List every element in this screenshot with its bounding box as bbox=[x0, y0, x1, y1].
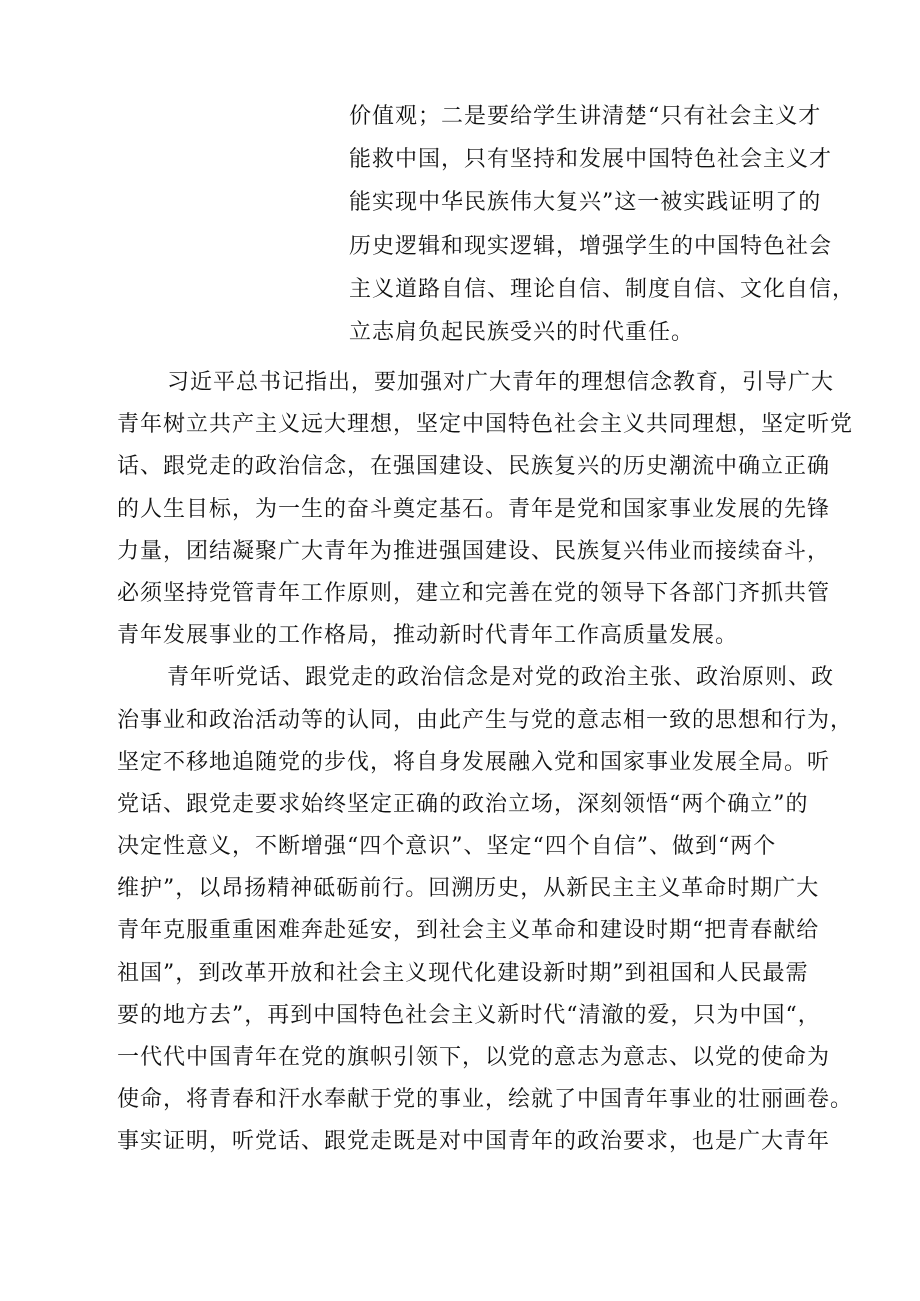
quote-line: 立志肩负起民族受兴的时代重任。 bbox=[349, 319, 695, 345]
body-text bbox=[117, 362, 854, 1164]
paragraph-line: 的人生目标，为一生的奋斗奠定基石。青年是党和国家事业发展的先锋 bbox=[117, 496, 831, 522]
quote-line: 历史逻辑和现实逻辑，增强学生的中国特色社会 bbox=[349, 233, 833, 259]
paragraph-line: 力量，团结凝聚广大青年为推进强国建设、民族复兴伟业而接续奋斗， bbox=[117, 538, 831, 564]
paragraph-line: 话、跟党走的政治信念，在强国建设、民族复兴的历史潮流中确立正确 bbox=[117, 454, 831, 480]
paragraph-line: 祖国”，到改革开放和社会主义现代化建设新时期”到祖国和人民最需 bbox=[117, 960, 809, 986]
quote-line: 价值观；二是要给学生讲清楚“只有社会主义才 bbox=[349, 104, 822, 129]
paragraph-line: 习近平总书记指出，要加强对广大青年的理想信念教育，引导广大 bbox=[167, 370, 835, 395]
quote-line: 能救中国，只有坚持和发展中国特色社会主义才 bbox=[349, 147, 833, 173]
quote-line: 主义道路自信、理论自信、制度自信、文化自信， bbox=[349, 276, 856, 302]
paragraph-line: 要的地方去”，再到中国特色社会主义新时代“清澈的爱，只为中国“， bbox=[117, 1002, 821, 1028]
quote-line: 能实现中华民族伟大复兴”这一被实践证明了的 bbox=[349, 190, 822, 216]
paragraph-line: 一代代中国青年在党的旗帜引领下，以党的意志为意志、以党的使命为 bbox=[117, 1045, 831, 1070]
paragraph-line: 青年发展事业的工作格局，推动新时代青年工作高质量发展。 bbox=[117, 623, 739, 649]
indented-quote-block bbox=[349, 95, 856, 354]
paragraph-line: 治事业和政治活动等的认同，由此产生与党的意志相一致的思想和行为， bbox=[117, 707, 854, 733]
paragraph-line: 坚定不移地追随党的步伐，将自身发展融入党和国家事业发展全局。听 bbox=[117, 749, 831, 775]
paragraph-line: 青年树立共产主义远大理想，坚定中国特色社会主义共同理想，坚定听党 bbox=[117, 412, 854, 438]
paragraph-line: 使命，将青春和汗水奉献于党的事业，绘就了中国青年事业的壮丽画卷。 bbox=[117, 1087, 854, 1113]
paragraph-line: 青年听党话、跟党走的政治信念是对党的政治主张、政治原则、政 bbox=[167, 665, 835, 691]
paragraph-line: 党话、跟党走要求始终坚定正确的政治立场，深刻领悟“两个确立”的 bbox=[117, 791, 809, 817]
paragraph-line: 青年克服重重困难奔赴延安，到社会主义革命和建设时期“把青春献给 bbox=[117, 918, 820, 944]
paragraph-line: 必须坚持党管青年工作原则，建立和完善在党的领导下各部门齐抓共管 bbox=[117, 580, 831, 606]
paragraph-line: 维护”，以昂扬精神砥砺前行。回溯历史，从新民主主义革命时期广大 bbox=[117, 876, 820, 902]
paragraph-line: 决定性意义，不断增强“四个意识”、坚定“四个自信”、做到“两个 bbox=[117, 834, 777, 860]
paragraph-1 bbox=[117, 362, 854, 657]
paragraph-2 bbox=[117, 657, 854, 1163]
paragraph-line: 事实证明，听党话、跟党走既是对中国青年的政治要求，也是广大青年 bbox=[117, 1129, 831, 1155]
